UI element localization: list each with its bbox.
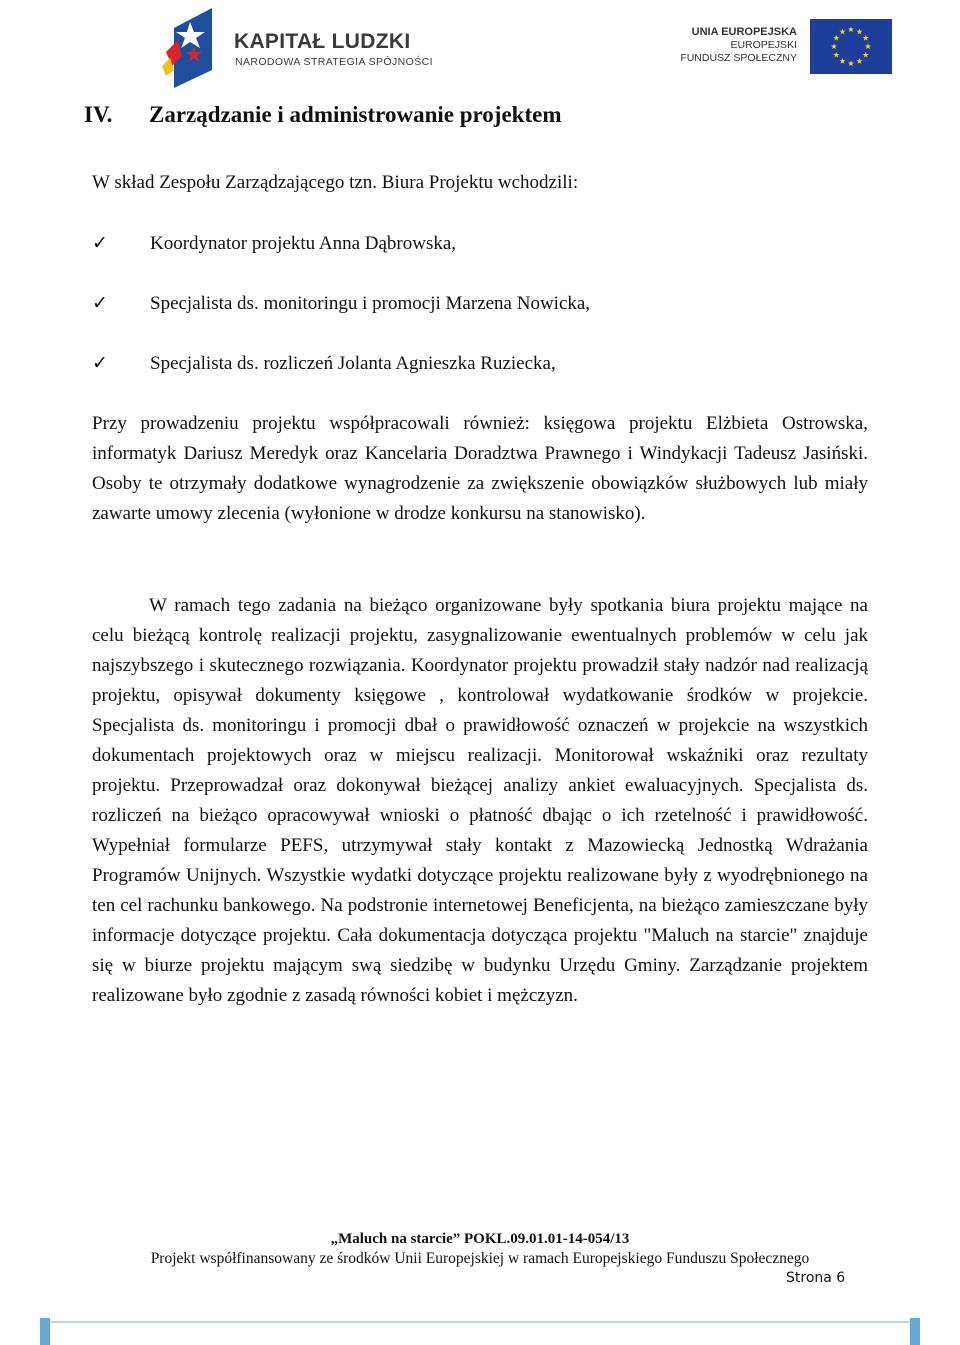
eu-flag-icon <box>810 19 892 74</box>
eu-line-2: EUROPEJSKI <box>730 39 797 51</box>
section-heading <box>84 102 561 128</box>
list-item-text: Specjalista ds. rozliczeń Jolanta Agnieszka Ruziecka, <box>150 353 556 374</box>
paragraph-collaborators: Przy prowadzeniu projektu współpracowali również: księgowa projektu Elżbieta Ostrowska, informatyk Dariusz Meredyk oraz Kancelaria Doradztwa Prawnego i Windykacji Tadeusz Jasiński. Osoby te otrzymały dodatkowe wynagrodzenie za zwiększenie obowiązków służbowych lub miały zawarte umowy zlecenia (wyłonione w drodze konkursu na stanowisko). <box>92 413 868 524</box>
footer-project-title: „Maluch na starcie” POKL.09.01.01-14-054/13 <box>330 1231 630 1247</box>
kapital-ludzki-logo-icon <box>160 8 230 88</box>
eu-line-3: FUNDUSZ SPOŁECZNY <box>680 52 797 64</box>
eu-line-1: UNIA EUROPEJSKA <box>691 26 797 38</box>
bottom-decoration-bar <box>40 1318 920 1345</box>
eu-logo-text <box>680 26 797 65</box>
checkmark-icon: ✓ <box>92 293 108 314</box>
footer-cofinancing: Projekt współfinansowany ze środków Unii Europejskiej w ramach Europejskiego Funduszu Społecznego <box>150 1250 810 1267</box>
list-item-text: Specjalista ds. monitoringu i promocji Marzena Nowicka, <box>150 293 591 314</box>
checkmark-icon: ✓ <box>92 233 108 254</box>
section-title: Zarządzanie i administrowanie projektem <box>149 102 562 127</box>
page-header <box>0 0 960 95</box>
kapital-ludzki-subtitle: NARODOWA STRATEGIA SPÓJNOŚCI <box>235 56 433 68</box>
intro-text: W skład Zespołu Zarządzającego tzn. Biura Projektu wchodzili: <box>92 172 579 193</box>
section-number: IV. <box>84 102 113 127</box>
checkmark-icon: ✓ <box>92 353 108 374</box>
paragraph-management: W ramach tego zadania na bieżąco organizowane były spotkania biura projektu mające na celu bieżącą kontrolę realizacji projektu, zasygnalizowanie ewentualnych problemów w celu jak najszybszego i skutecznego rozwiązania. Koordynator projektu prowadził stały nadzór nad realizacją projektu, opisywał dokumenty księgowe , kontrolował wydatkowanie środków w projekcie. Specjalista ds. monitoringu i promocji dbał o prawidłowość oznaczeń w projekcie na wszystkich dokumentach projektowych oraz w miejscu realizacji. Monitorował wskaźniki oraz rezultaty projektu. Przeprowadzał oraz dokonywał bieżącej analizy ankiet ewaluacyjnych. Specjalista ds. rozliczeń na bieżąco opracowywał wnioski o płatność dbając o ich rzetelność i prawidłowość. Wypełniał formularze PEFS, utrzymywał stały kontakt z Mazowiecką Jednostką Wdrażania Programów Unijnych. Wszystkie wydatki dotyczące projektu realizowane były z wyodrębnionego na ten cel rachunku bankowego. Na podstronie internetowej Beneficjenta, na bieżąco zamieszczane były informacje dotyczące projektu. Cała dokumentacja dotycząca projektu "Maluch na starcie" znajduje się w biurze projektu mającym swą siedzibę w budynku Urzędu Gminy. Zarządzanie projektem realizowane było zgodnie z zasadą równości kobiet i mężczyzn. <box>92 595 868 1006</box>
list-item-text: Koordynator projektu Anna Dąbrowska, <box>150 233 457 254</box>
page-number: Strona 6 <box>786 1270 846 1286</box>
kapital-ludzki-title: KAPITAŁ LUDZKI <box>234 30 411 53</box>
